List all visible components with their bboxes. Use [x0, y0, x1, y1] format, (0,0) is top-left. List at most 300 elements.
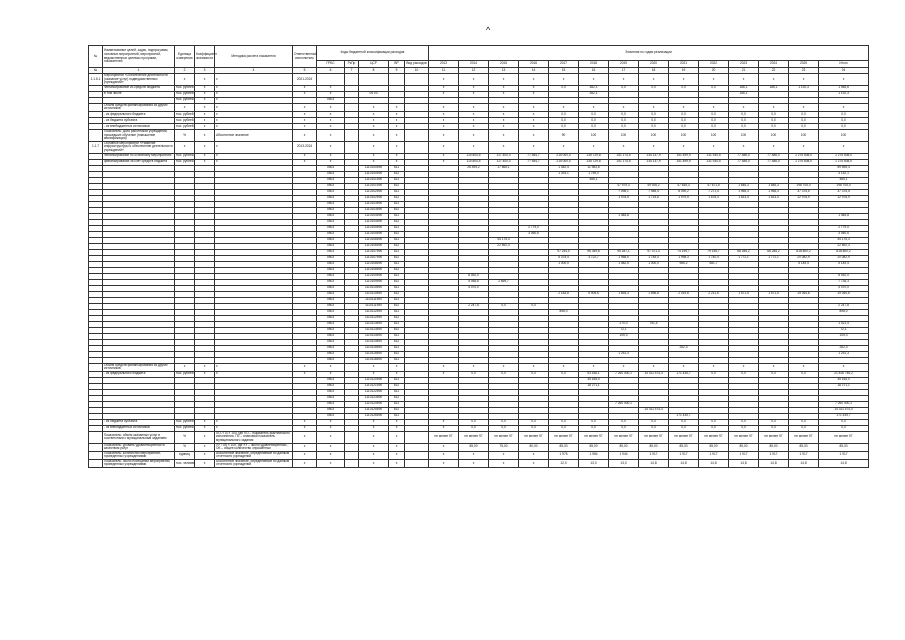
row-value: 0,0: [639, 123, 669, 129]
row-value: 0,0: [669, 123, 699, 129]
row-value: 0,0: [729, 419, 759, 425]
header-coef: Коэффициент значимости: [195, 46, 215, 68]
row-coef: x: [195, 363, 215, 371]
row-value: 135 729,8: [579, 153, 609, 159]
row-link: [405, 141, 429, 153]
row-value: x: [669, 363, 699, 371]
row-value: 1 251,3: [819, 351, 869, 357]
row-value: 0,0: [639, 111, 669, 117]
row-value: 1 275 608,0: [789, 153, 819, 159]
row-vr: 612: [389, 303, 405, 309]
column-number-cell: №: [89, 68, 103, 74]
row-vr: 611: [389, 285, 405, 291]
row-value: 0,0: [729, 111, 759, 117]
row-value: 18 271,1: [579, 383, 609, 389]
row-value: 85,00: [669, 443, 699, 451]
row-code: 1110103590: [359, 201, 389, 207]
row-grbs: 0503: [317, 351, 345, 357]
row-value: x: [459, 91, 489, 97]
row-value: x: [579, 363, 609, 371]
row-vr: 612: [389, 291, 405, 297]
row-value: 1 998,3: [669, 255, 699, 261]
row-value: 13,0: [579, 459, 609, 467]
header-year: Итого: [819, 61, 869, 68]
column-number-cell: 1: [103, 68, 175, 74]
header-year: 2023: [729, 61, 759, 68]
header-kbk-part: ГРБС: [317, 61, 345, 68]
row-value: 14,8: [639, 459, 669, 467]
row-value: 1 000,0: [639, 261, 669, 267]
row-value: 85,00: [759, 443, 789, 451]
row-grbs: x: [317, 85, 345, 91]
row-grbs: 0503: [317, 243, 345, 249]
column-number-cell: 8: [359, 68, 389, 74]
row-coef: x: [195, 117, 215, 123]
row-value: x: [429, 419, 459, 425]
row-value: x: [699, 141, 729, 153]
header-kbk-part: РзПр: [345, 61, 359, 68]
row-value: 1 192,3: [819, 91, 869, 97]
row-grbs: 0503: [317, 273, 345, 279]
header-year: 2016: [519, 61, 549, 68]
row-value: 0,0: [789, 123, 819, 129]
row-link: [405, 74, 429, 86]
row-method: Абсолютное значение, определяемое по данным отчетности учреждений: [215, 459, 293, 467]
row-code: x: [359, 363, 389, 371]
program-table: [88, 45, 869, 468]
row-value: 485,1: [819, 177, 869, 183]
row-grbs: x: [317, 103, 345, 111]
row-value: 1 740,4: [699, 255, 729, 261]
row-code: 1110124590: [359, 401, 389, 407]
header-kbk-part: ВР: [389, 61, 405, 68]
row-value: 72,1: [819, 327, 869, 333]
row-grbs: 0503: [317, 171, 345, 177]
row-grbs: 0503: [317, 303, 345, 309]
row-code: x: [359, 443, 389, 451]
row-exec: 2013-2024: [293, 141, 317, 153]
row-grbs: x: [317, 111, 345, 117]
row-value: 0,0: [729, 123, 759, 129]
row-grbs: x: [317, 459, 345, 467]
row-value: не менее 97: [819, 431, 869, 443]
row-method: x: [215, 141, 293, 153]
row-link: [405, 129, 429, 141]
row-value: 11 983,6: [579, 165, 609, 171]
row-value: x: [459, 363, 489, 371]
row-value: не менее 97: [759, 431, 789, 443]
row-method: x: [215, 363, 293, 371]
row-value: 1 646,3: [759, 183, 789, 189]
row-exec: x: [293, 117, 317, 123]
header-year: 2019: [609, 61, 639, 68]
row-code: 1110126590: [359, 413, 389, 419]
row-code: 1110125590: [359, 407, 389, 413]
row-value: 3 152,1: [819, 171, 869, 177]
row-value: x: [519, 451, 549, 459]
row-name: Показатель: уровень удовлетворенности качеством услуг: [103, 443, 175, 451]
row-code: x: [359, 141, 389, 153]
row-name: Финансирование из средств бюджета: [103, 85, 175, 91]
row-value: 3 722,7: [579, 255, 609, 261]
table-row: [89, 103, 869, 111]
row-value: x: [429, 74, 459, 86]
row-value: 21 816 746,2: [819, 371, 869, 377]
row-unit: тыс. человек: [175, 459, 195, 467]
row-grbs: 0503: [317, 207, 345, 213]
row-value: x: [579, 103, 609, 111]
row-value: 100: [579, 129, 609, 141]
row-value: 2 247,8: [819, 303, 869, 309]
row-grbs: 0503: [317, 177, 345, 183]
row-method: x: [215, 123, 293, 129]
row-value: x: [429, 129, 459, 141]
row-value: 0,0: [489, 371, 519, 377]
row-value: 1 917: [789, 451, 819, 459]
row-grbs: 0503: [317, 345, 345, 351]
row-name: Показатель: число посещений мероприятий, проведенных учреждениями: [103, 459, 175, 467]
row-value: x: [489, 91, 519, 97]
row-value: не менее 97: [789, 431, 819, 443]
row-value: 35 165,0: [819, 377, 869, 383]
row-value: 1 251,3: [609, 351, 639, 357]
header-no: №: [89, 46, 103, 68]
row-value: x: [519, 85, 549, 91]
row-value: 0,0: [489, 303, 519, 309]
row-value: 0,0: [759, 425, 789, 431]
row-value: 100: [669, 129, 699, 141]
row-unit: единиц: [175, 451, 195, 459]
row-value: 134 137,9: [639, 153, 669, 159]
row-value: 117 400,3: [489, 159, 519, 165]
column-number-cell: 23: [789, 68, 819, 74]
row-value: 4 070,0: [459, 285, 489, 291]
row-value: 0,0: [819, 419, 869, 425]
row-unit: тыс. рублей: [176, 123, 194, 128]
row-value: x: [549, 74, 579, 86]
row-value: 0,0: [549, 425, 579, 431]
row-value: 100: [699, 129, 729, 141]
row-code: 1110107590: [359, 249, 389, 255]
row-grbs: 0503: [317, 407, 345, 413]
row-value: 3 060,6: [819, 231, 869, 237]
row-vr: 612: [389, 351, 405, 357]
row-grbs: x: [317, 419, 345, 425]
row-name: Объем средств финансирования из других источников: [103, 103, 175, 111]
row-vr: 611: [389, 297, 405, 303]
row-value: x: [519, 111, 549, 117]
row-vr: 611: [389, 201, 405, 207]
row-number: [89, 443, 103, 451]
row-value: x: [519, 117, 549, 123]
header-year: 2017: [549, 61, 579, 68]
row-value: 1 958,5: [609, 255, 639, 261]
row-unit: тыс. рублей: [176, 111, 194, 116]
row-value: 0,0: [579, 425, 609, 431]
row-code: 1110104590: [359, 213, 389, 219]
row-vr: 611: [389, 249, 405, 255]
row-code: 1110103590: [359, 207, 389, 213]
row-value: 85,00: [729, 443, 759, 451]
row-value: 1 021,4: [819, 321, 869, 327]
row-value: 1 944: [609, 451, 639, 459]
row-value: 134 137,9: [639, 159, 669, 165]
row-value: 0,0: [789, 371, 819, 377]
row-value: x: [429, 103, 459, 111]
row-grbs: 0503: [317, 279, 345, 285]
row-value: 1 979,5: [669, 195, 699, 201]
row-method: x: [215, 97, 293, 103]
row-value: 186,1: [729, 85, 759, 91]
row-value: 0,0: [549, 419, 579, 425]
row-value: 85,00: [789, 443, 819, 451]
row-value: x: [429, 425, 459, 431]
row-value: 0,0: [579, 419, 609, 425]
row-value: 0,0: [699, 371, 729, 377]
row-value: 1 917: [759, 451, 789, 459]
row-name: Мероприятие «Обеспечение деятельности (оказание услуг) подведомственных учреждений»: [103, 74, 175, 86]
row-name: Показатель: объем оказанных услуг в соответствии с муниципальным заданием: [103, 431, 175, 443]
row-value: 1 275 608,0: [819, 159, 869, 165]
row-value: 985,2: [669, 261, 699, 267]
row-grbs: x: [317, 431, 345, 443]
row-value: 0,0: [789, 111, 819, 117]
row-code: 1110109590: [359, 279, 389, 285]
row-code: [359, 74, 389, 86]
row-exec: x: [293, 85, 317, 91]
row-grbs: 0503: [317, 183, 345, 189]
row-unit: тыс. рублей: [176, 371, 194, 376]
row-value: x: [669, 103, 699, 111]
header-year: 2020: [639, 61, 669, 68]
row-code: x: [359, 129, 389, 141]
row-code: 1110114590: [359, 339, 389, 345]
row-value: x: [489, 451, 519, 459]
row-vr: 612: [389, 315, 405, 321]
row-value: 105,3: [819, 333, 869, 339]
header-exec: Ответственный исполнитель: [293, 46, 317, 68]
row-value: 1 772,1: [729, 255, 759, 261]
row-value: 12 978,9: [789, 195, 819, 201]
row-value: x: [639, 74, 669, 86]
row-value: x: [429, 443, 459, 451]
row-value: 72,1: [609, 327, 639, 333]
row-unit: x: [175, 363, 195, 371]
row-grbs: 0503: [317, 297, 345, 303]
row-vr: x: [389, 451, 405, 459]
row-value: 262,3: [669, 345, 699, 351]
row-exec: x: [293, 363, 317, 371]
row-link: [405, 459, 429, 467]
row-value: 0,0: [489, 419, 519, 425]
row-value: 1 917: [819, 451, 869, 459]
row-value: 1 696,8: [639, 291, 669, 297]
row-vr: 612: [389, 267, 405, 273]
column-number-cell: 13: [489, 68, 519, 74]
row-value: 0,0: [579, 123, 609, 129]
row-value: 1 715,8: [639, 195, 669, 201]
row-value: 0,0: [669, 111, 699, 117]
row-number: [89, 459, 103, 467]
row-value: x: [639, 141, 669, 153]
row-value: 0,0: [759, 123, 789, 129]
row-value: 14 311 474,3: [639, 407, 669, 413]
row-value: 0,0: [639, 419, 669, 425]
row-value: x: [609, 141, 639, 153]
row-value: 171 435,7: [819, 413, 869, 419]
row-value: 100: [639, 129, 669, 141]
row-value: x: [609, 74, 639, 86]
row-value: 0,0: [609, 123, 639, 129]
row-grbs: 0503: [317, 255, 345, 261]
row-grbs: 0503: [317, 213, 345, 219]
row-value: 0,0: [609, 425, 639, 431]
row-value: 0,0: [789, 419, 819, 425]
row-coef: x: [195, 74, 215, 86]
row-method: x: [215, 111, 293, 117]
row-code: x: [359, 111, 389, 117]
row-value: 14,8: [759, 459, 789, 467]
row-value: 14,8: [729, 459, 759, 467]
column-number-cell: 17: [609, 68, 639, 74]
row-value: 1 646,3: [729, 183, 759, 189]
row-vr: 612: [389, 407, 405, 413]
row-value: 7 985,4: [639, 189, 669, 195]
row-value: 0,0: [519, 371, 549, 377]
row-rzpr: [345, 103, 359, 111]
row-vr: 612: [389, 207, 405, 213]
column-number-cell: 22: [759, 68, 789, 74]
row-value: 44 175,3: [489, 237, 519, 243]
row-method: x: [215, 153, 293, 159]
row-value: x: [429, 111, 459, 117]
row-value: 0,0: [669, 425, 699, 431]
row-value: 1 772,1: [759, 255, 789, 261]
header-name: Наименование целей, задач, подпрограмм, основных мероприятий, мероприятий, ведомственных целевых программ, показателей: [103, 46, 175, 68]
row-code: 1110107590: [359, 255, 389, 261]
row-value: 90: [549, 129, 579, 141]
row-method: УУ / ОК × 100, где УУ – число удовлетворенных, ОК – общее количество опрошенных: [215, 443, 293, 451]
row-value: x: [819, 363, 869, 371]
row-grbs: 0503: [317, 195, 345, 201]
row-value: 2 669,7: [489, 279, 519, 285]
row-value: 77 486,0: [729, 159, 759, 165]
row-value: 53 436,1: [579, 371, 609, 377]
row-method: x: [215, 117, 293, 123]
row-value: 0,0: [699, 117, 729, 123]
row-method: x: [215, 103, 293, 111]
header-method: Методика расчета показателя: [215, 46, 293, 68]
row-value: x: [429, 91, 459, 97]
row-vr: 611: [389, 377, 405, 383]
row-unit: тыс. рублей: [176, 91, 194, 96]
row-value: 0,0: [819, 123, 869, 129]
row-code: x: [359, 117, 389, 123]
row-value: 0,0: [609, 111, 639, 117]
header-year: 2018: [579, 61, 609, 68]
row-vr: 611: [389, 261, 405, 267]
row-value: 22 892,3: [489, 243, 519, 249]
row-code: x: [359, 425, 389, 431]
row-value: 215 000,0: [549, 153, 579, 159]
row-rzpr: [345, 451, 359, 459]
row-value: 0,0: [819, 117, 869, 123]
row-value: x: [459, 123, 489, 129]
row-name: Финансирование по основному мероприятию: [103, 153, 175, 159]
row-vr: x: [389, 141, 405, 153]
header-year: 2014: [459, 61, 489, 68]
row-value: 20 082,9: [819, 255, 869, 261]
row-value: 382,1: [579, 91, 609, 97]
row-value: x: [789, 103, 819, 111]
row-value: 2 183,8: [549, 291, 579, 297]
row-value: 0,0: [789, 425, 819, 431]
row-number: [89, 129, 103, 141]
row-vr: 611: [389, 413, 405, 419]
row-code: 1110102590: [359, 189, 389, 195]
row-value: 270,0: [609, 321, 639, 327]
row-value: 151 174,5: [609, 159, 639, 165]
row-exec: x: [293, 153, 317, 159]
row-grbs: x: [317, 425, 345, 431]
row-vr: 612: [389, 183, 405, 189]
column-number-cell: 16: [579, 68, 609, 74]
row-value: 110 804,5: [459, 159, 489, 165]
row-code: 1110105590: [359, 231, 389, 237]
row-unit: тыс. рублей: [176, 425, 194, 430]
row-code: 1110108590: [359, 261, 389, 267]
row-value: 100: [759, 129, 789, 141]
page-number: ^: [486, 25, 491, 35]
row-value: 0,0: [489, 425, 519, 431]
row-value: 0,0: [459, 419, 489, 425]
row-vr: 611: [389, 273, 405, 279]
row-value: x: [639, 363, 669, 371]
row-value: не менее 97: [459, 431, 489, 443]
row-value: 135 729,8: [579, 159, 609, 165]
row-exec: x: [293, 431, 317, 443]
row-code: 1110101590: [359, 183, 389, 189]
row-value: 85,00: [549, 443, 579, 451]
row-value: 1 678,3: [699, 195, 729, 201]
row-value: 1 571,5: [759, 291, 789, 297]
row-code: 1110111590: [359, 297, 389, 303]
row-vr: x: [389, 431, 405, 443]
row-value: x: [489, 459, 519, 467]
row-value: 95 287,1: [609, 249, 639, 255]
row-method: ПО / ПЗ × 100, где ПО – показатель фактического исполнения, ПЗ – плановый показатель муниципального задания: [215, 431, 293, 443]
row-value: 2 211,5: [699, 291, 729, 297]
row-vr: 611: [389, 309, 405, 315]
row-coef: x: [195, 129, 215, 141]
row-value: 1 452,4: [549, 165, 579, 171]
row-value: x: [429, 117, 459, 123]
row-value: 19 054,6: [819, 291, 869, 297]
row-grbs: 0503: [317, 383, 345, 389]
row-value: 0,0: [519, 419, 549, 425]
row-rzpr: [345, 129, 359, 141]
row-value: 96 349,8: [579, 249, 609, 255]
row-name: - из бюджета субъекта: [103, 419, 175, 425]
row-code: x: [359, 123, 389, 129]
row-value: 97 371,3: [639, 249, 669, 255]
row-exec: x: [293, 371, 317, 377]
row-value: 79 155,7: [699, 249, 729, 255]
row-code: 1110105590: [359, 225, 389, 231]
row-number: 1.1.7: [89, 141, 103, 153]
row-grbs: x: [317, 443, 345, 451]
row-grbs: 0503: [317, 97, 345, 103]
